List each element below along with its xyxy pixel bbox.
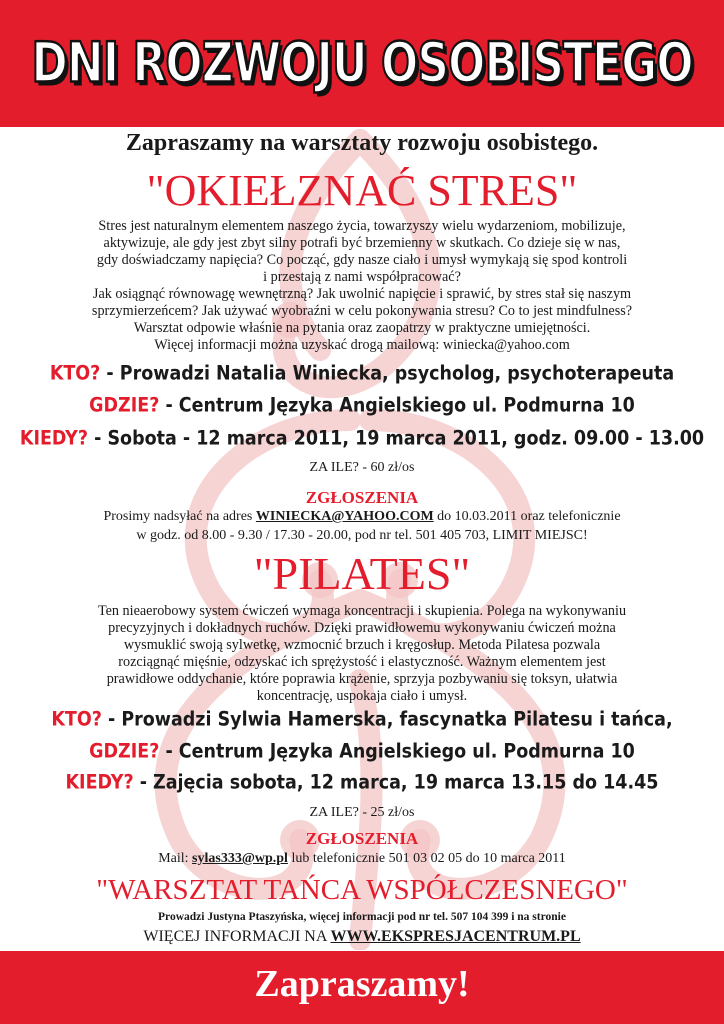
description-line: rozciągnąć mięśnie, odzyskać ich sprężystość i elastyczność. Ważnym elementem jest [118,654,606,670]
signup-email-link[interactable]: sylas333@wp.pl [192,851,288,866]
when-label: KIEDY? [65,771,134,795]
workshop2-title: "PILATES" [253,548,471,599]
where-label: GDZIE? [89,740,160,764]
description-line: i przestają z nami współpracować? [263,269,461,285]
workshop1-signup-line1 [0,509,724,525]
workshop2-signup-label: ZGŁOSZENIA [305,829,419,848]
workshop1-price: ZA ILE? - 60 zł/os [309,460,415,475]
workshop1-signup-line2: w godz. od 8.00 - 9.30 / 17.30 - 20.00, pod nr tel. 501 405 703, LIMIT MIEJSC! [136,528,588,543]
who-label: KTO? [51,708,102,732]
workshop2-price: ZA ILE? - 25 zł/os [309,805,415,820]
signup-text: Mail: [158,851,193,866]
description-line: Ten nieaerobowy system ćwiczeń wymaga koncentracji i skupienia. Polega na wykonywaniu [97,603,627,619]
where-value: - Centrum Języka Angielskiego ul. Podmurna 10 [159,740,635,764]
workshop2-where [0,741,724,763]
description-line: Warsztat odpowie właśnie na pytania oraz zaopatrzy w praktyczne umiejętności. [133,320,591,336]
who-label: KTO? [49,362,101,386]
description-line: Więcej informacji można uzyskać drogą mailową: winiecka@yahoo.com [154,337,570,353]
workshop2-signup-line [0,851,724,867]
signup-text: do 10.03.2011 oraz telefonicznie [433,509,621,524]
who-value: - Prowadzi Sylwia Hamerska, fascynatka Pilatesu i tańca, [101,708,673,732]
workshop1-where [0,395,724,417]
description-line: aktywizuje, ale gdy jest zbyt silny potrafi być brzemienny w skutkach. Co dzieje się w nas, [103,235,621,251]
workshop1-when [0,428,724,450]
intro-text: Zapraszamy na warsztaty rozwoju osobistego. [125,130,599,156]
poster-title: DNI ROZWOJU OSOBISTEGO [31,31,693,96]
description-line: Stres jest naturalnym elementem naszego życia, towarzyszy wielu wydarzeniom, mobilizuje, [98,218,626,234]
description-line: koncentrację, uspokaja ciało i umysł. [256,688,468,704]
workshop2-when [0,772,724,794]
signup-text: lub telefonicznie 501 03 02 05 do 10 marca 2011 [287,851,566,866]
more-info [0,928,724,946]
where-label: GDZIE? [89,394,160,418]
footer-text: Zapraszamy! [254,963,470,1005]
workshop3-note: Prowadzi Justyna Ptaszyńska, więcej informacji pod nr tel. 507 104 399 i na stronie [158,911,566,923]
where-value: - Centrum Języka Angielskiego ul. Podmurna 10 [159,394,635,418]
when-value: - Sobota - 12 marca 2011, 19 marca 2011, godz. 09.00 - 13.00 [88,427,705,451]
who-value: - Prowadzi Natalia Winiecka, psycholog, psychoterapeuta [100,362,675,386]
description-line: precyzyjnych i dokładnych ruchów. Dzięki prawidłowemu wykonywaniu ćwiczeń można [108,620,616,636]
description-line: prawidłowe oddychanie, które poprawia krążenie, sprzyja pozbywaniu się toksyn, ułatwia [106,671,618,687]
workshop1-description [0,218,724,354]
website-link[interactable]: WWW.EKSPRESJACENTRUM.PL [330,928,581,945]
workshop3-title: "WARSZTAT TAŃCA WSPÓŁCZESNEGO" [96,874,628,906]
description-line: Jak osiągnąć równowagę wewnętrzną? Jak uwolnić napięcie i sprawić, by stres stał się naszym [92,286,632,302]
description-line: wysmuklić swoją sylwetkę, wzmocnić brzuch i kręgosłup. Metoda Pilatesa pozwala [123,637,601,653]
signup-text: Prosimy nadsyłać na adres [103,509,256,524]
workshop1-title: "OKIEŁZNAĆ STRES" [146,166,578,215]
description-line: sprzymierzeńcem? Jak używać wyobraźni w celu pokonywania stresu? Co to jest mindfulness? [91,303,633,319]
workshop2-description [0,603,724,705]
description-line: gdy doświadczamy napięcia? Co począć, gdy nasze ciało i umysł wymykają się spod kontroli [96,252,628,268]
when-value: - Zajęcia sobota, 12 marca, 19 marca 13.15 do 14.45 [133,771,659,795]
workshop1-signup-label: ZGŁOSZENIA [305,488,419,507]
workshop1-who [0,363,724,385]
more-info-text: WIĘCEJ INFORMACJI NA [143,928,331,945]
workshop2-who [0,709,724,731]
signup-email-link[interactable]: WINIECKA@YAHOO.COM [255,509,434,524]
when-label: KIEDY? [19,427,88,451]
